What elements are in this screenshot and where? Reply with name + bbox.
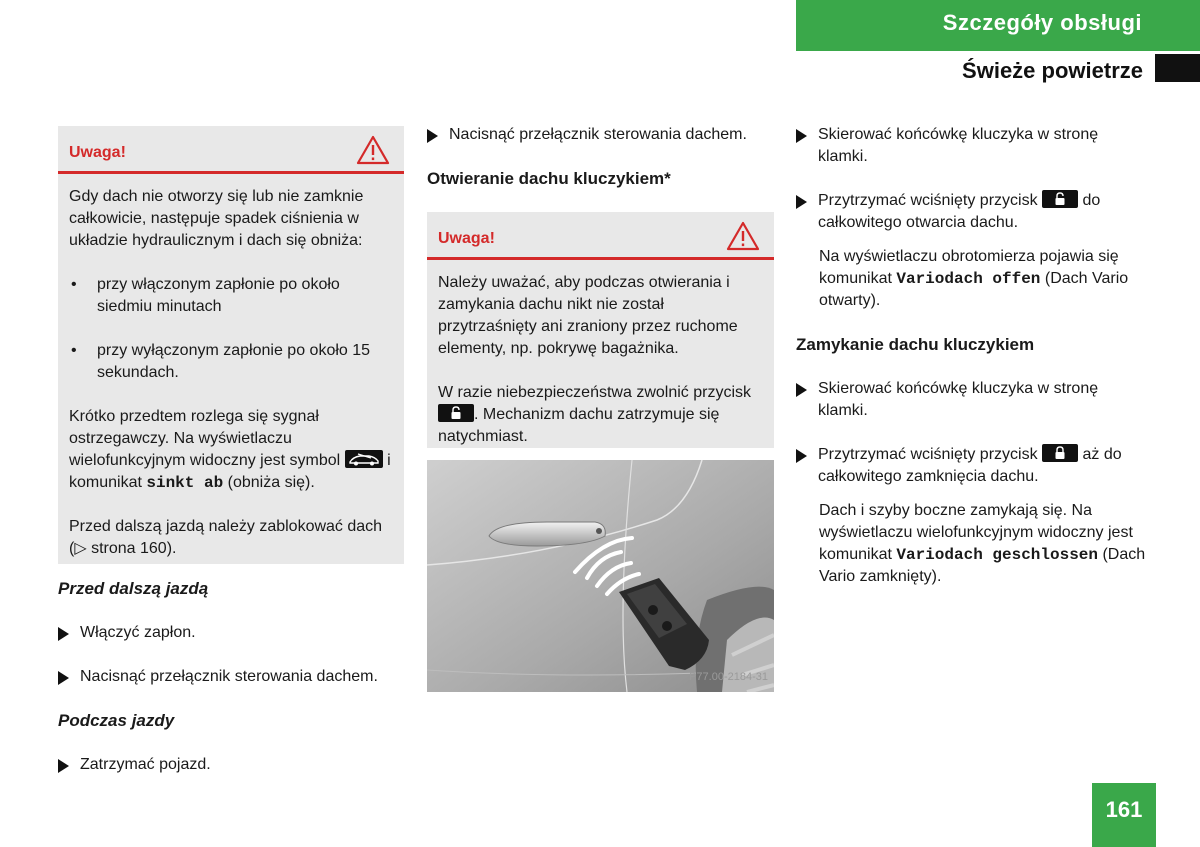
section-header-bar [796,0,1200,51]
instruction-step: Skierować końcówkę kluczyka w stronę klamki. [796,378,1146,422]
display-message-code: sinkt ab [146,474,224,492]
section-heading: Przed dalszą jazdą [58,579,209,598]
instruction-step: Przytrzymać wciśnięty przycisk do całkowitego otwarcia dachu. [796,190,1146,234]
display-message-code: Variodach geschlossen [896,546,1099,564]
warning-header [427,212,774,260]
instruction-step: Skierować końcówkę kluczyka w stronę klamki. [796,124,1146,168]
car-door-key-photo [427,460,774,692]
warning-triangle-icon [356,135,390,165]
section-heading: Zamykanie dachu kluczykiem [796,335,1035,354]
instruction-step: Przytrzymać wciśnięty przycisk aż do całkowitego zamknięcia dachu. [796,444,1146,488]
result-note: Na wyświetlaczu obrotomierza pojawia się komunikat Variodach offen (Dach Vario otwarty). [819,248,1129,309]
section-title: Szczegóły obsługi [942,10,1142,35]
step-arrow-icon [58,759,69,773]
instruction-step: Nacisnąć przełącznik sterowania dachem. [427,124,774,146]
warning-text: Krótko przedtem rozlega się sygnał ostrzegawczy. Na wyświetlaczu wielofunkcyjnym widoczny jest symbol i komunikat sinkt ab (obniża się). [69,408,391,492]
instruction-step: Włączyć zapłon. [58,622,404,644]
step-arrow-icon [427,129,438,143]
warning-body [58,174,404,572]
car-door-key-illustration [427,460,774,692]
instruction-step: Zatrzymać pojazd. [58,754,404,776]
warning-box [58,126,404,564]
step-arrow-icon [58,671,69,685]
result-note: Dach i szyby boczne zamykają się. Na wyświetlaczu wielofunkcyjnym widoczny jest komunikat Variodach geschlossen (Dach Vario zamknięty). [819,502,1146,585]
warning-text: W razie niebezpieczeństwa zwolnić przycisk . Mechanizm dachu zatrzymuje się natychmiast. [438,384,751,445]
instruction-step: Nacisnąć przełącznik sterowania dachem. [58,666,404,688]
lock-button-icon [1042,444,1078,462]
warning-text: Gdy dach nie otworzy się lub nie zamknie całkowicie, następuje spadek ciśnienia w układzie hydraulicznym i dach się obniża: [69,188,364,249]
subsection-title: Świeże powietrze [962,58,1143,83]
subsection-marker [1155,54,1200,82]
step-arrow-icon [796,449,807,463]
warning-label: Uwaga! [69,144,126,161]
column-left [58,126,404,798]
warning-text: Przed dalszą jazdą należy zablokować dach (▷ strona 160). [69,518,383,557]
warning-body [427,260,774,460]
warning-text: Należy uważać, aby podczas otwierania i zamykania dachu nikt nie został przytrzaśnięty ani zraniony przez ruchome elementy, np. pokrywę bagażnika. [438,274,738,357]
step-arrow-icon [796,195,807,209]
column-middle [427,124,774,692]
roof-lowering-car-icon [345,450,383,468]
page-number: 161 [1092,783,1156,847]
step-arrow-icon [58,627,69,641]
section-heading: Otwieranie dachu kluczykiem* [427,169,671,188]
warning-label: Uwaga! [438,230,495,247]
warning-triangle-icon [726,221,760,251]
unlock-button-icon [438,404,474,422]
bullet-item: • przy wyłączonym zapłonie po około 15 sekundach. [69,340,394,384]
warning-header [58,126,404,174]
warning-box [427,212,774,448]
display-message-code: Variodach offen [896,270,1041,288]
step-arrow-icon [796,383,807,397]
step-arrow-icon [796,129,807,143]
bullet-item: • przy włączonym zapłonie po około siedmiu minutach [69,274,394,318]
unlock-button-icon [1042,190,1078,208]
photo-reference-code: P77.00-2184-31 [689,671,768,683]
section-heading: Podczas jazdy [58,711,175,730]
column-right [796,124,1146,610]
